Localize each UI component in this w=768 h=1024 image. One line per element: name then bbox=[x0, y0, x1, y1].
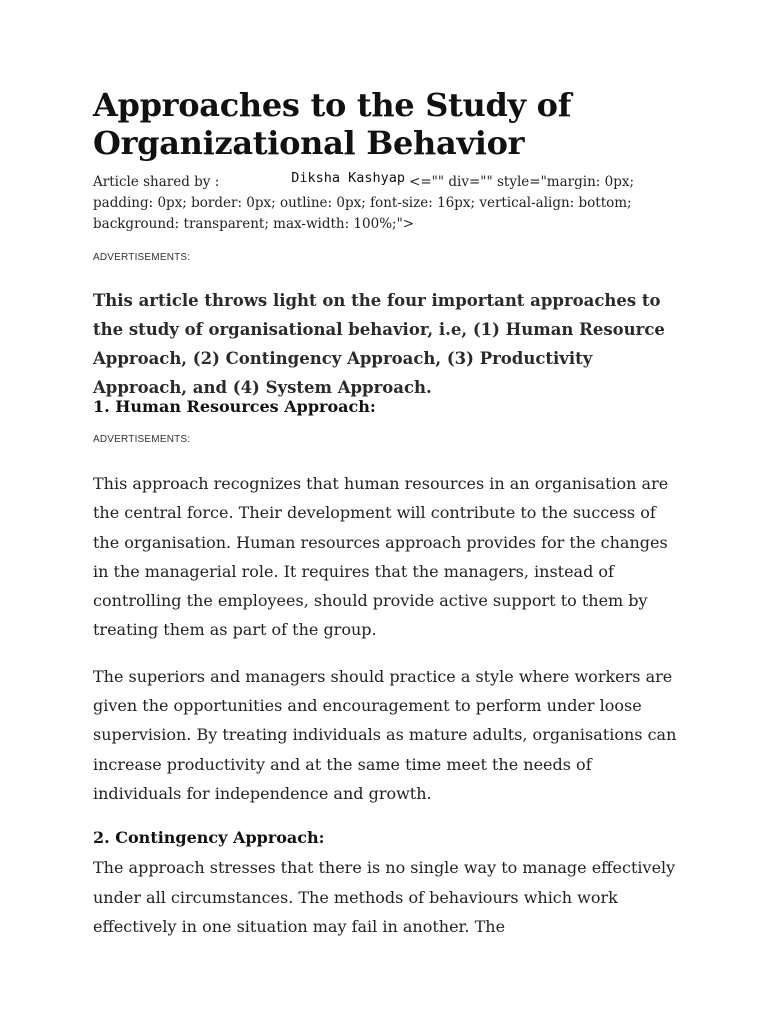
byline-prefix: Article shared by : bbox=[93, 174, 220, 190]
paragraph: This approach recognizes that human resources in an organisation are the central force. Their development will contribute to the success of the organisation. Human resources approach provides for the changes in the managerial role. It requires that the managers, instead of controlling the employees, should provide active support to them by treating them as part of the group. bbox=[93, 474, 669, 640]
section-heading-contingency: 2. Contingency Approach: bbox=[93, 828, 325, 848]
article-intro: This article throws light on the four important approaches to the study of organisational behavior, i.e, (1) Human Resource Approach, (2) Contingency Approach, (3) Productivity Approach, and (4) System Approach. bbox=[93, 291, 665, 397]
author-link[interactable]: Diksha Kashyap bbox=[291, 170, 406, 186]
article-title: Approaches to the Study of Organizational Behavior bbox=[93, 86, 572, 162]
byline-artifact: <="" div="" style="margin: 0px; padding: 0px; border: 0px; outline: 0px; font-size: 16px; vertical-align: bottom; background: transparent; max-width: 100%;"> bbox=[93, 174, 635, 232]
section-heading-human-resources: 1. Human Resources Approach: bbox=[93, 397, 376, 416]
byline bbox=[93, 172, 683, 235]
article-page bbox=[93, 86, 683, 941]
advertisement-label: ADVERTISEMENTS: bbox=[93, 434, 191, 445]
paragraph: The superiors and managers should practice a style where workers are given the opportunities and encouragement to perform under loose supervision. By treating individuals as mature adults, organisations can increase productivity and at the same time meet the needs of individuals for independence and growth. bbox=[93, 666, 677, 803]
advertisement-label: ADVERTISEMENTS: bbox=[93, 252, 191, 263]
paragraph: The approach stresses that there is no single way to manage effectively under all circumstances. The methods of behaviours which work effectively in one situation may fail in another. The bbox=[93, 858, 676, 936]
